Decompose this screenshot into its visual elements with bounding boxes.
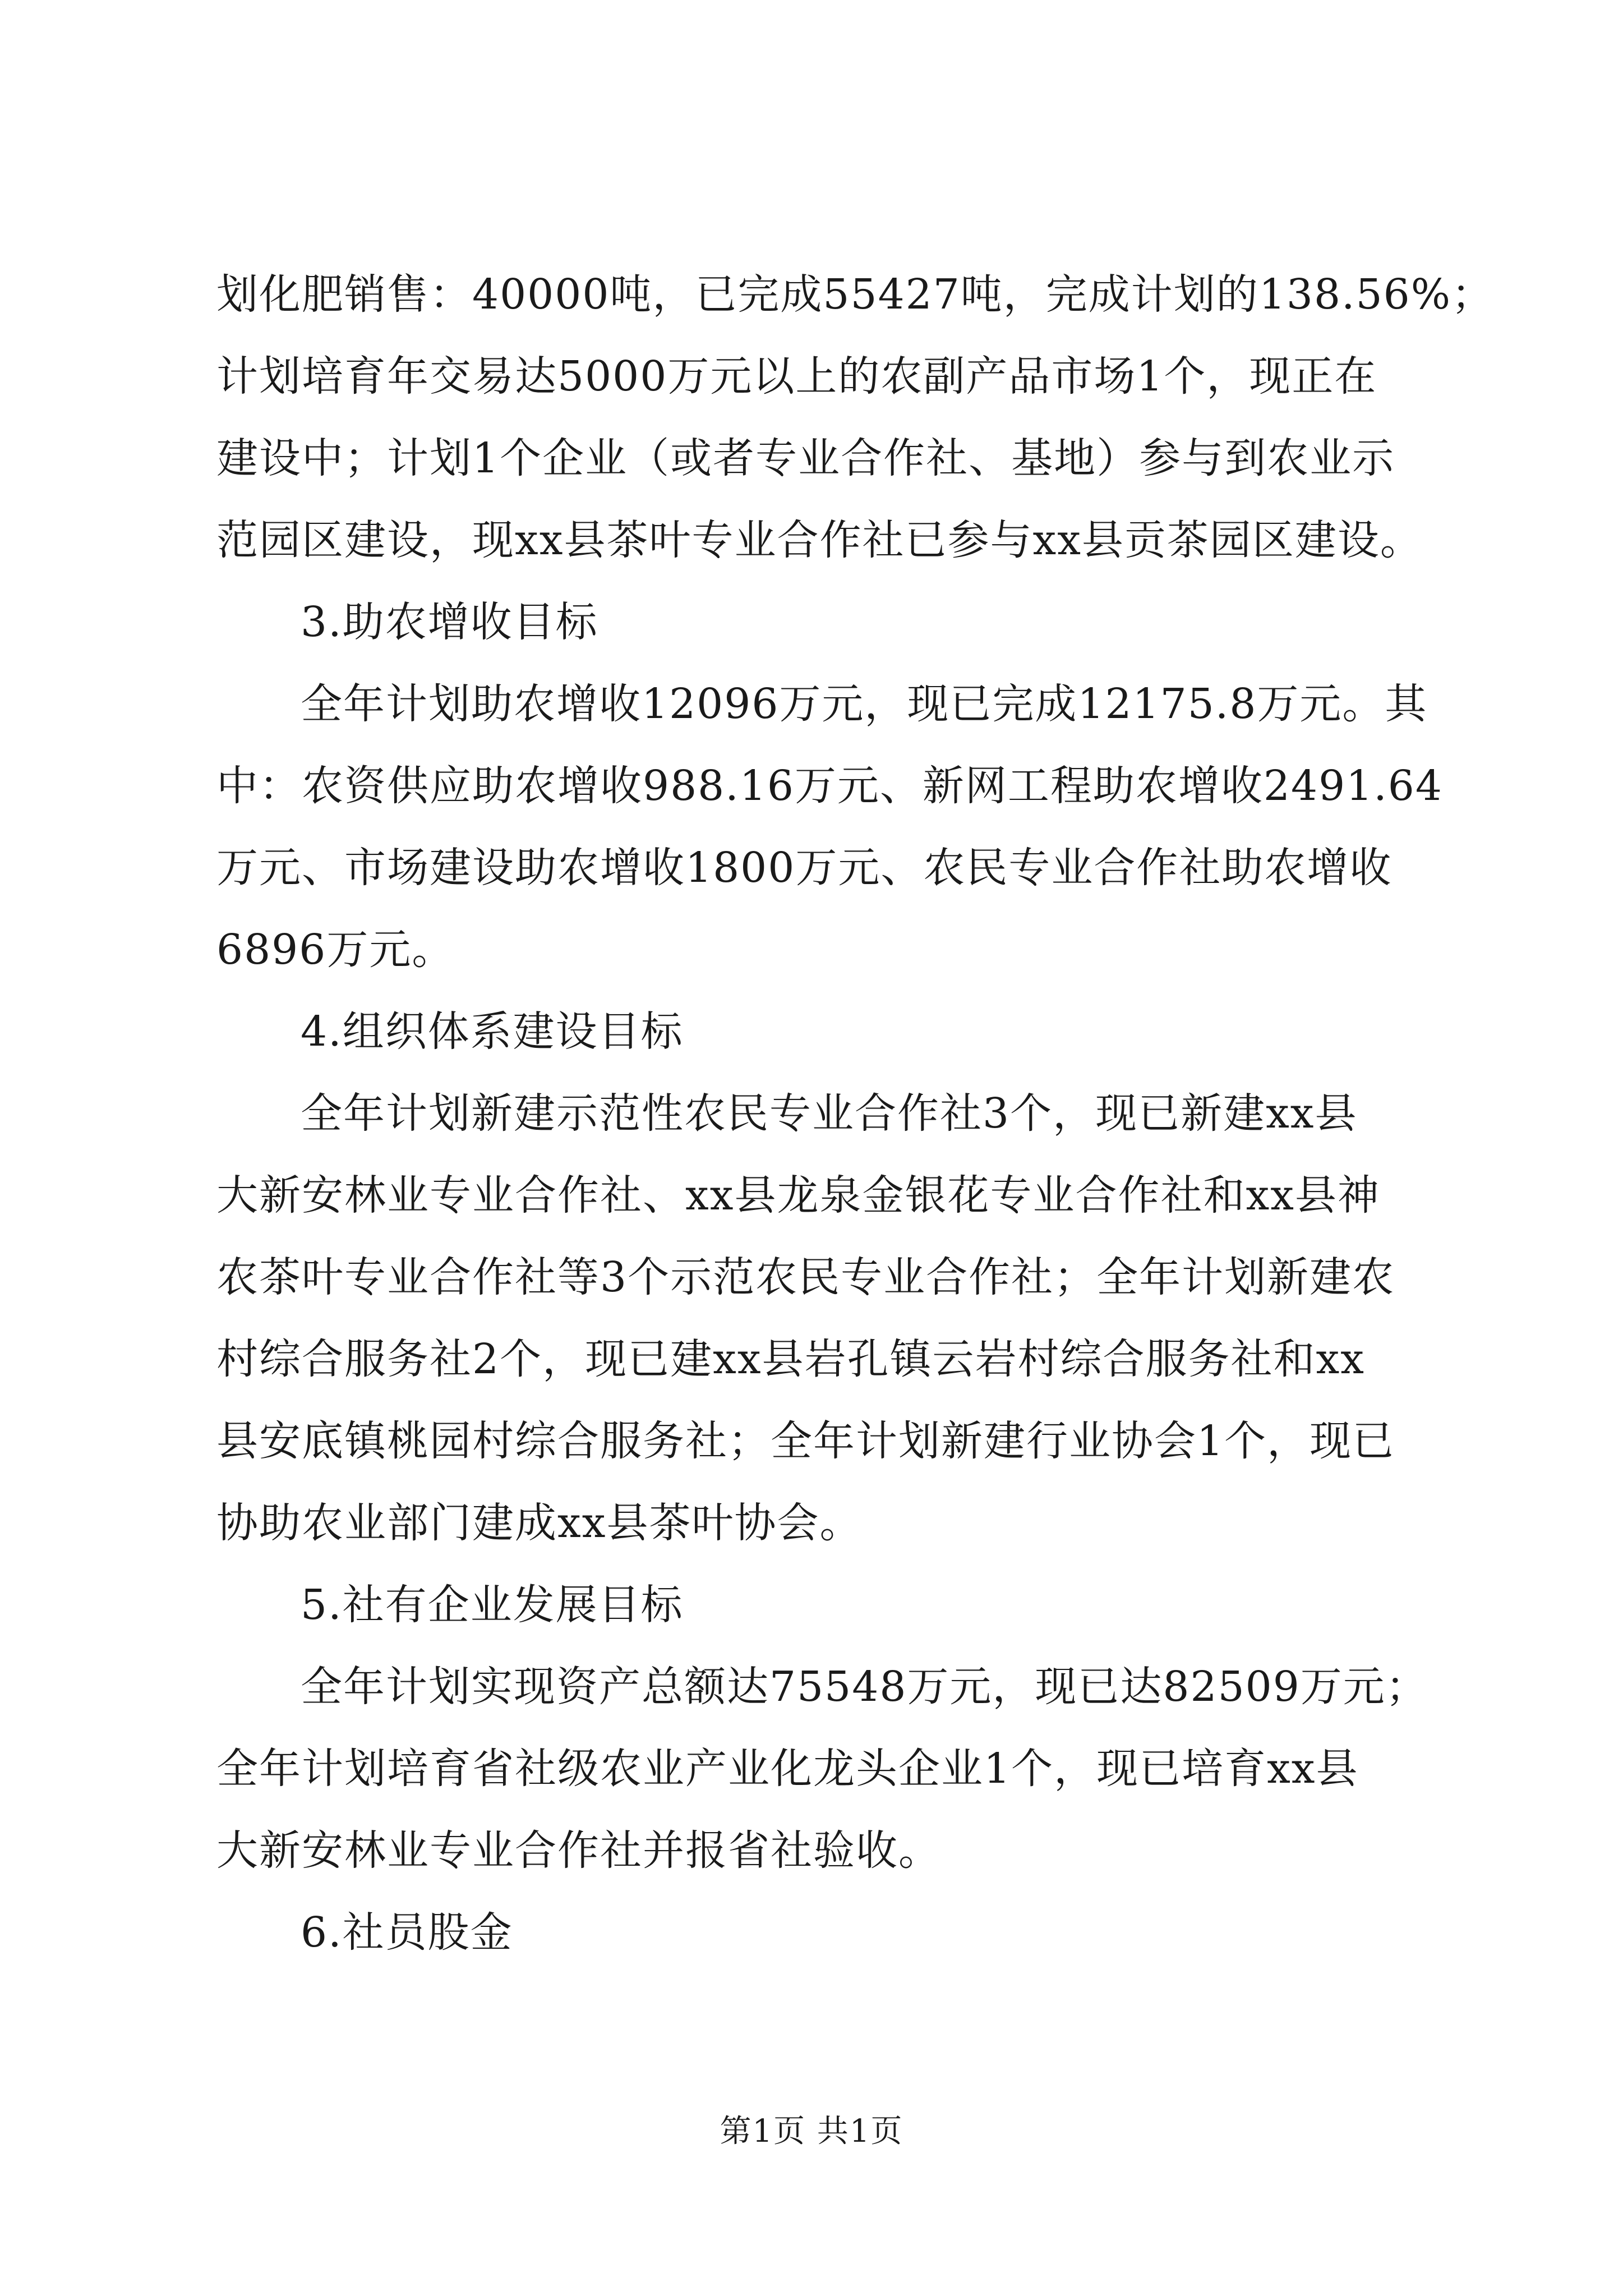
- section-heading: 4.组织体系建设目标: [301, 1007, 684, 1056]
- text-line: 大新安林业专业合作社并报省社验收。: [216, 1826, 941, 1875]
- section-heading: 6.社员股金: [301, 1908, 513, 1957]
- text-line: 建设中；计划1个企业（或者专业合作社、基地）参与到农业示: [216, 434, 1395, 482]
- text-line: 村综合服务社2个，现已建xx县岩孔镇云岩村综合服务社和xx: [216, 1335, 1366, 1383]
- text-line: 大新安林业专业合作社、xx县龙泉金银花专业合作社和xx县神: [216, 1171, 1380, 1220]
- text-line: 全年计划助农增收12096万元，现已完成12175.8万元。其: [301, 680, 1428, 728]
- text-line: 6896万元。: [216, 926, 455, 974]
- text-line: 中：农资供应助农增收988.16万元、新网工程助农增收2491.64: [216, 762, 1443, 810]
- text-line: 农茶叶专业合作社等3个示范农民专业合作社；全年计划新建农: [216, 1253, 1395, 1301]
- text-line: 全年计划实现资产总额达75548万元，现已达82509万元；: [301, 1663, 1428, 1711]
- text-line: 县安底镇桃园村综合服务社；全年计划新建行业协会1个，现已: [216, 1417, 1395, 1465]
- text-line: 范园区建设，现xx县茶叶专业合作社已参与xx县贡茶园区建设。: [216, 516, 1423, 564]
- text-line: 万元、市场建设助农增收1800万元、农民专业合作社助农增收: [216, 844, 1393, 892]
- section-heading: 3.助农增收目标: [301, 598, 598, 646]
- page-footer: 第1页 共1页: [720, 2113, 903, 2150]
- text-line: 划化肥销售：40000吨，已完成55427吨，完成计划的138.56%；: [216, 270, 1495, 319]
- document-body: [216, 254, 1495, 1973]
- text-line: 全年计划培育省社级农业产业化龙头企业1个，现已培育xx县: [216, 1745, 1359, 1793]
- text-line: 协助农业部门建成xx县茶叶协会。: [216, 1499, 863, 1547]
- text-line: 计划培育年交易达5000万元以上的农副产品市场1个，现正在: [216, 352, 1377, 401]
- section-heading: 5.社有企业发展目标: [301, 1581, 684, 1629]
- text-line: 全年计划新建示范性农民专业合作社3个，现已新建xx县: [301, 1089, 1358, 1138]
